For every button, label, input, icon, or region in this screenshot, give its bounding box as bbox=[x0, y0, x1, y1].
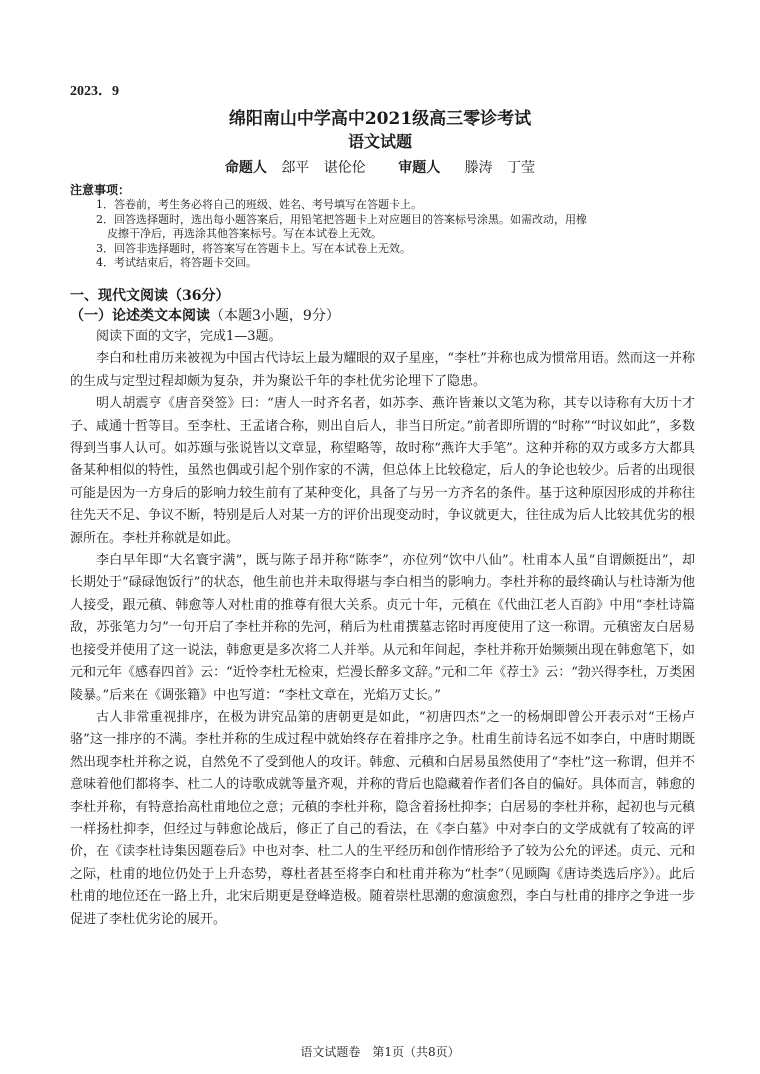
note-item-continuation: 皮擦干净后，再选涂其他答案标号。写在本试卷上无效。 bbox=[107, 227, 382, 240]
exam-subtitle: 语文试题 bbox=[347, 132, 412, 151]
subsection-heading bbox=[70, 305, 340, 325]
reviewer-name: 滕涛 bbox=[464, 160, 493, 176]
setter-label: 命题人 bbox=[224, 160, 267, 176]
subsection-note: （本题3小题，9分） bbox=[210, 308, 340, 324]
passage bbox=[70, 326, 695, 931]
reviewer-label: 审题人 bbox=[398, 160, 441, 176]
passage-paragraph: 古人非常重视排序，在极为讲究品第的唐朝更是如此，“初唐四杰”之一的杨炯即曾公开表示对“王杨卢骆”这一排序的不满。李杜并称的生成过程中就始终存在着排序之争。杜甫生前诗名远不如李白，中唐时期既然出现李杜并称之说，自然免不了受到他人的攻讦。韩愈、元稹和白居易虽然使用了“李杜”这一称谓，但并不意味着他们都将李、杜二人的诗歌成就等量齐观，并称的背后也隐藏着作者们各自的偏好。具体而言，韩愈的李杜并称，有特意抬高杜甫地位之意；元稹的李杜并称，隐含着扬杜抑李；白居易的李杜并称，起初也与元稹一样扬杜抑李，但经过与韩愈论战后，修正了自己的看法，在《李白墓》中对李白的文学成就有了较高的评价，在《读李杜诗集因题卷后》中也对李、杜二人的生平经历和创作情形给予了较为公允的评述。贞元、元和之际，杜甫的地位仍处于上升态势，尊杜者甚至将李白和杜甫并称为“杜李”（见顾陶《唐诗类选后序》）。此后杜甫的地位还在一路上升，北宋后期更是登峰造极。随着崇杜思潮的愈演愈烈，李白与杜甫的排序之争进一步促进了李杜优劣论的展开。 bbox=[70, 709, 695, 927]
note-item: 1．答卷前，考生务必将自己的班级、姓名、考号填写在答题卡上。 bbox=[96, 198, 422, 211]
note-item: 2．回答选择题时，选出每小题答案后，用铅笔把答题卡上对应题目的答案标号涂黑。如需改动，用橡 bbox=[96, 212, 587, 226]
page-footer: 语文试题卷 第1页（共8页） bbox=[300, 1045, 460, 1059]
exam-title: 绵阳南山中学高中2021级高三零诊考试 bbox=[228, 109, 532, 129]
passage-paragraph: 明人胡震亨《唐音癸签》曰：“唐人一时齐名者，如苏李、燕许皆兼以文笔为称，其专以诗称有大历十才子、咸通十哲等目。至李杜、王孟诸合称，则出自后人，非当日所定。”前者即所谓的“时称”“时议如此”，多数得到当事人认可。如苏颋与张说皆以文章显，称望略等，故时称“燕许大手笔”。这种并称的双方或多方大都具备某种相似的特性，虽然也偶或引起个别作家的不满，但总体上比较稳定，后人的争论也较少。后者的出现很可能是因为一方身后的影响力较生前有了某种变化，具备了与另一方齐名的条件。基于这种原因形成的并称往往先天不足、争议不断，特别是后人对某一方的评价出现变动时，争议就更大，往往成为后人比较其优劣的根源所在。李杜并称就是如此。 bbox=[70, 396, 695, 546]
author-line bbox=[0, 157, 760, 177]
section-heading: 一、现代文阅读（36分） bbox=[70, 288, 230, 304]
subsection-title: （一）论述类文本阅读 bbox=[70, 308, 210, 324]
note-item: 3．回答非选择题时，将答案写在答题卡上。写在本试卷上无效。 bbox=[96, 241, 411, 255]
setter-name: 郐平 bbox=[281, 160, 310, 176]
passage-paragraph: 李白和杜甫历来被视为中国古代诗坛上最为耀眼的双子星座，“李杜”并称也成为惯常用语。然而这一并称的生成与定型过程却颇为复杂，并为聚讼千年的李杜优劣论埋下了隐患。 bbox=[70, 351, 695, 389]
note-item: 4．考试结束后，将答题卡交回。 bbox=[96, 256, 257, 269]
setter-name: 谌伦伦 bbox=[323, 160, 366, 176]
passage-paragraph: 李白早年即“大名寰宇满”，既与陈子昂并称“陈李”，亦位列“饮中八仙”。杜甫本人虽“自谓颇挺出”，却长期处于“碌碌饱饭行”的状态，他生前也并未取得堪与李白相当的影响力。李杜并称的最终确认与杜诗渐为他人接受，跟元稹、韩愈等人对杜甫的推尊有很大关系。贞元十年，元稹在《代曲江老人百韵》中用“李杜诗篇敌，苏张笔力匀”一句开启了李杜并称的先河，稍后为杜甫撰墓志铭时再度使用了这一称谓。元稹密友白居易也接受并使用了这一说法，韩愈更是多次将二人并举。从元和年间起，李杜并称开始频频出现在韩愈笔下，如元和元年《感春四首》云：“近怜李杜无检束，烂漫长醉多文辞。”元和二年《荐士》云：“勃兴得李杜，万类困陵暴。”后来在《调张籍》中也写道：“李杜文章在，光焰万丈长。” bbox=[70, 553, 695, 703]
exam-date: 2023．9 bbox=[70, 84, 119, 99]
notes-list bbox=[96, 198, 696, 271]
reviewer-name: 丁莹 bbox=[507, 160, 536, 176]
notes-heading: 注意事项： bbox=[70, 183, 131, 197]
passage-instruction: 阅读下面的文字，完成1—3题。 bbox=[96, 329, 282, 344]
